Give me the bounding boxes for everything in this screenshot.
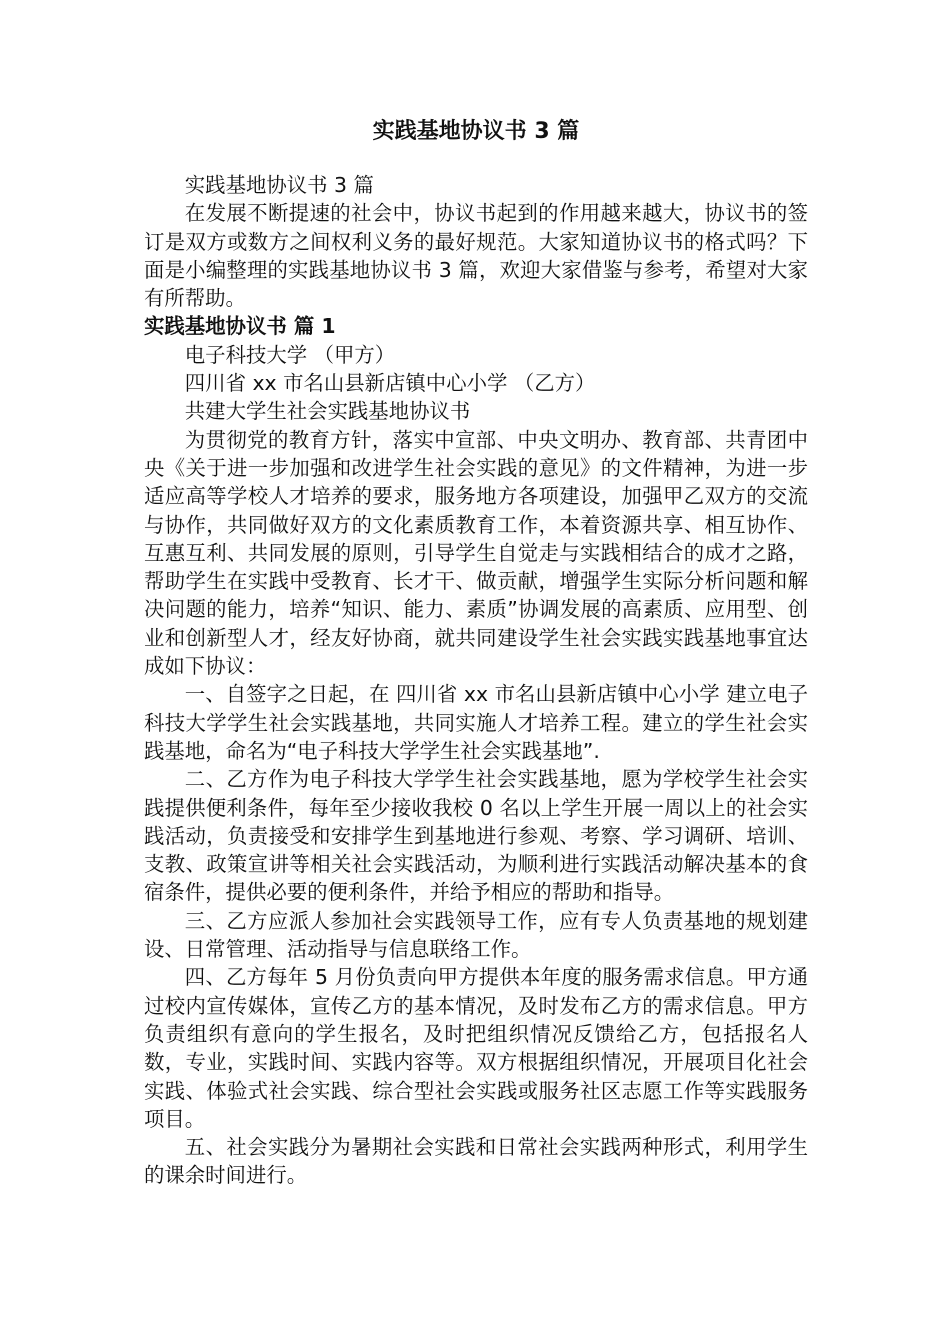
clause-2: 二、乙方作为电子科技大学学生社会实践基地，愿为学校学生社会实践提供便利条件，每年至少接收我校 0 名以上学生开展一周以上的社会实践活动，负责接受和安排学生到基地进行参观、考察、学习调研、培训、支教、政策宣讲等相关社会实践活动，为顺利进行实践活动解决基本的食宿条件，提供必要的便利条件，并给予相应的帮助和指导。 <box>144 767 808 905</box>
party-a: 电子科技大学 （甲方） <box>184 342 396 367</box>
document-page <box>144 113 808 1190</box>
section-heading: 实践基地协议书 篇 1 <box>144 314 336 339</box>
agreement-name: 共建大学生社会实践基地协议书 <box>184 399 471 424</box>
clause-3: 三、乙方应派人参加社会实践领导工作，应有专人负责基地的规划建设、日常管理、活动指导与信息联络工作。 <box>144 908 808 962</box>
preamble-paragraph: 为贯彻党的教育方针，落实中宣部、中央文明办、教育部、共青团中央《关于进一步加强和改进学生社会实践的意见》的文件精神，为进一步适应高等学校人才培养的要求，服务地方各项建设，加强甲乙双方的交流与协作，共同做好双方的文化素质教育工作，本着资源共享、相互协作、互惠互利、共同发展的原则，引导学生自觉走与实践相结合的成才之路，帮助学生在实践中受教育、长才干、做贡献，增强学生实际分析问题和解决问题的能力，培养“知识、能力、素质”协调发展的高素质、应用型、创业和创新型人才，经友好协商，就共同建设学生社会实践实践基地事宜达成如下协议： <box>144 427 808 679</box>
intro-paragraph: 在发展不断提速的社会中，协议书起到的作用越来越大，协议书的签订是双方或数方之间权利义务的最好规范。大家知道协议书的格式吗？下面是小编整理的实践基地协议书 3 篇，欢迎大家借鉴与参考，希望对大家有所帮助。 <box>144 201 808 311</box>
document-subtitle: 实践基地协议书 3 篇 <box>184 173 374 197</box>
clause-4: 四、乙方每年 5 月份负责向甲方提供本年度的服务需求信息。甲方通过校内宣传媒体，宣传乙方的基本情况，及时发布乙方的需求信息。甲方负责组织有意向的学生报名，及时把组织情况反馈给乙方，包括报名人数，专业，实践时间、实践内容等。双方根据组织情况，开展项目化社会实践、体验式社会实践、综合型社会实践或服务社区志愿工作等实践服务项目。 <box>144 965 808 1131</box>
clause-5: 五、社会实践分为暑期社会实践和日常社会实践两种形式，利用学生的课余时间进行。 <box>144 1135 808 1188</box>
party-b: 四川省 xx 市名山县新店镇中心小学 （乙方） <box>184 371 596 396</box>
clause-1: 一、自签字之日起，在 四川省 xx 市名山县新店镇中心小学 建立电子科技大学学生社会实践基地，共同实施人才培养工程。建立的学生社会实践基地，命名为“电子科技大学学生社会实践基地”. <box>144 682 808 763</box>
document-title: 实践基地协议书 3 篇 <box>372 119 580 144</box>
